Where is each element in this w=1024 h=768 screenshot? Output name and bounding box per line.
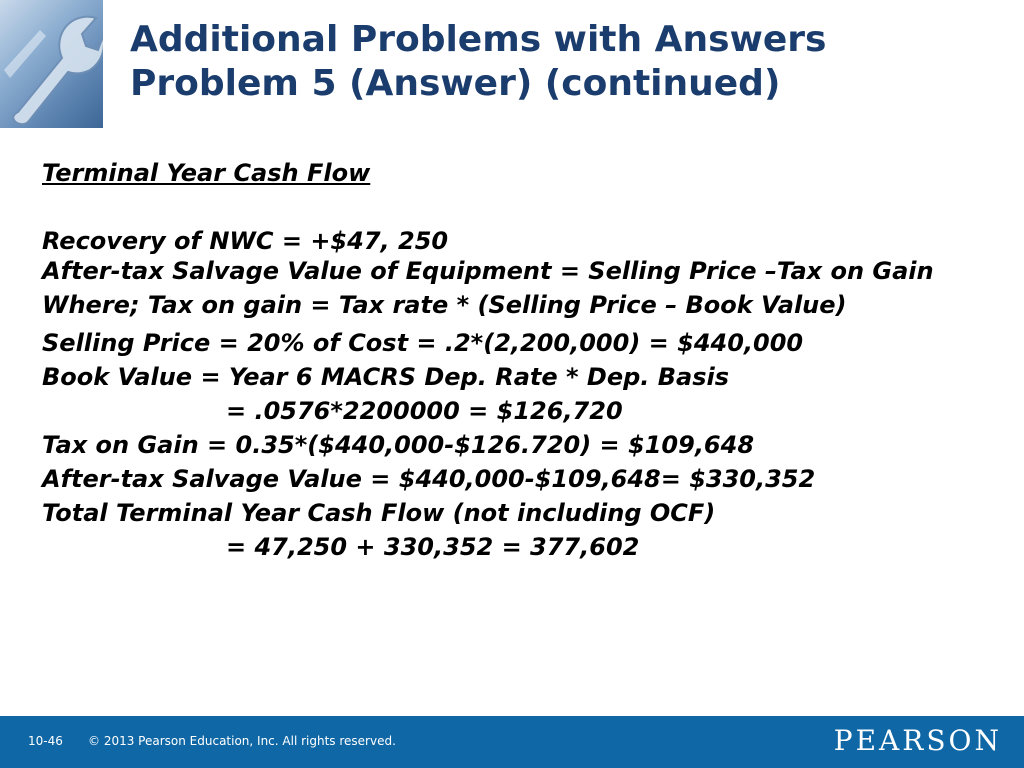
body-line-after-tax-salvage: After-tax Salvage Value = $440,000-$109,648= $330,352 xyxy=(42,465,816,493)
body-line-book-value: Book Value = Year 6 MACRS Dep. Rate * Dep. Basis xyxy=(42,363,730,391)
section-heading: Terminal Year Cash Flow xyxy=(42,159,371,187)
body-line-total-terminal: Total Terminal Year Cash Flow (not including OCF) xyxy=(42,499,716,527)
slide-number: 10-46 xyxy=(28,734,63,748)
footer-bar xyxy=(0,716,1024,768)
body-line-tax-on-gain-definition: Where; Tax on gain = Tax rate * (Selling Price – Book Value) xyxy=(42,291,847,319)
logo-thumbnail xyxy=(0,0,103,128)
body-line-nwc: Recovery of NWC = +$47, 250 xyxy=(42,227,449,255)
body-line-salvage-formula: After-tax Salvage Value of Equipment = Selling Price –Tax on Gain xyxy=(42,257,934,285)
title-line-1: Additional Problems with Answers xyxy=(130,19,827,60)
body-line-book-value-calc: = .0576*2200000 = $126,720 xyxy=(226,397,623,425)
wrench-icon xyxy=(0,0,103,128)
pearson-logo: PEARSON xyxy=(833,724,1002,757)
slide-body xyxy=(42,156,992,564)
slide-title xyxy=(130,18,1010,106)
body-line-selling-price: Selling Price = 20% of Cost = .2*(2,200,000) = $440,000 xyxy=(42,329,804,357)
title-line-2: Problem 5 (Answer) (continued) xyxy=(130,63,781,104)
body-line-total-terminal-calc: = 47,250 + 330,352 = 377,602 xyxy=(226,533,640,561)
copyright-notice: © 2013 Pearson Education, Inc. All rights reserved. xyxy=(88,734,396,748)
body-line-tax-on-gain: Tax on Gain = 0.35*($440,000-$126.720) = $109,648 xyxy=(42,431,755,459)
